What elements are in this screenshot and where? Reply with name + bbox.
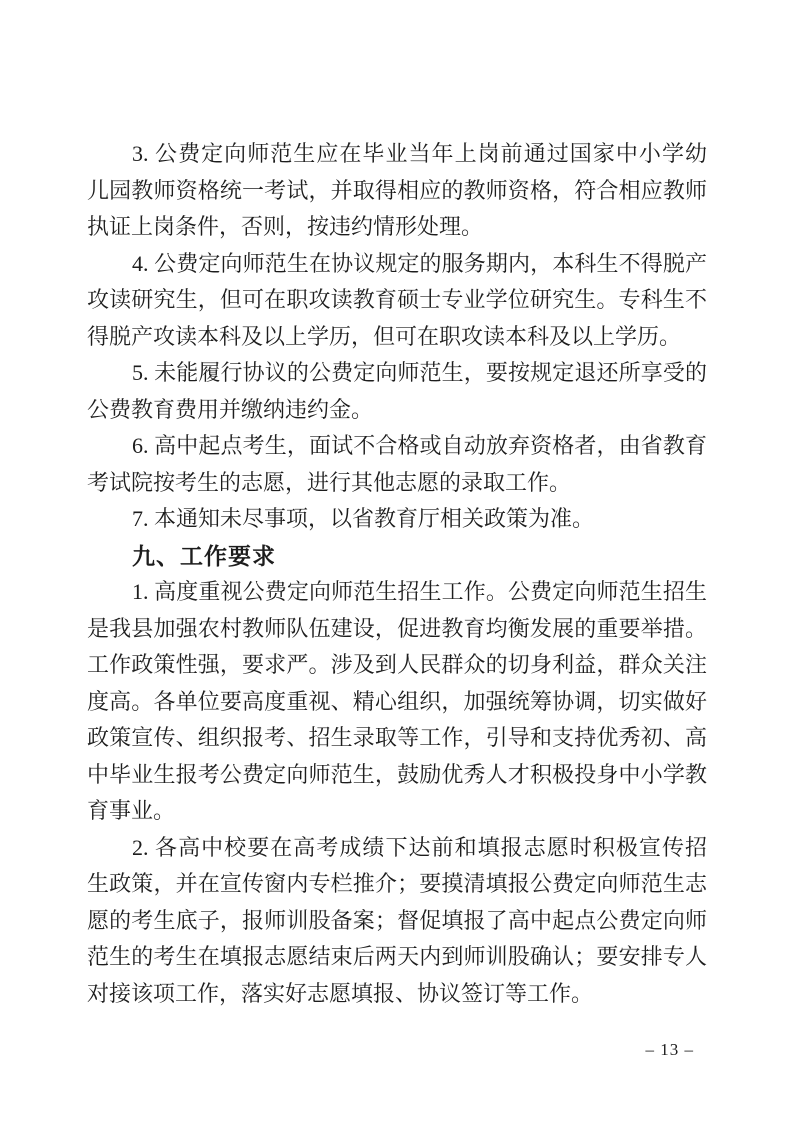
text-line: 得脱产攻读本科及以上学历，但可在职攻读本科及以上学历。 — [87, 323, 682, 349]
document-body — [87, 136, 707, 1012]
text-line: 政策宣传、组织报考、招生录取等工作，引导和支持优秀初、高 — [87, 725, 707, 750]
section-heading: 九、工作要求 — [132, 542, 276, 569]
text-line: 愿的考生底子，报师训股备案；督促填报了高中起点公费定向师 — [87, 907, 707, 933]
page-number: – 13 – — [645, 1040, 694, 1059]
text-line: 5. 未能履行协议的公费定向师范生，要按规定退还所享受的 — [132, 360, 707, 385]
text-line: 2. 各高中校要在高考成绩下达前和填报志愿时积极宣传招 — [132, 834, 707, 860]
text-line: 4. 公费定向师范生在协议规定的服务期内，本科生不得脱产 — [132, 250, 707, 276]
text-line: 儿园教师资格统一考试，并取得相应的教师资格，符合相应教师 — [87, 177, 707, 203]
text-line: 工作政策性强，要求严。涉及到人民群众的切身利益，群众关注 — [87, 652, 707, 677]
text-line: 是我县加强农村教师队伍建设，促进教育均衡发展的重要举措。 — [87, 615, 707, 641]
text-line: 度高。各单位要高度重视、精心组织，加强统筹协调，切实做好 — [87, 688, 707, 714]
text-line: 中毕业生报考公费定向师范生，鼓励优秀人才积极投身中小学教 — [87, 761, 707, 787]
text-line: 7. 本通知未尽事项，以省教育厅相关政策为准。 — [132, 506, 595, 531]
text-line: 育事业。 — [87, 798, 176, 823]
text-line: 1. 高度重视公费定向师范生招生工作。公费定向师范生招生 — [132, 579, 707, 604]
text-line: 3. 公费定向师范生应在毕业当年上岗前通过国家中小学幼 — [132, 141, 707, 166]
text-line: 6. 高中起点考生，面试不合格或自动放弃资格者，由省教育 — [132, 433, 707, 458]
text-line: 考试院按考生的志愿，进行其他志愿的录取工作。 — [87, 469, 572, 495]
text-line: 范生的考生在填报志愿结束后两天内到师训股确认；要安排专人 — [87, 944, 707, 969]
text-line: 生政策，并在宣传窗内专栏推介；要摸清填报公费定向师范生志 — [87, 871, 707, 896]
text-line: 攻读研究生，但可在职攻读教育硕士专业学位研究生。专科生不 — [87, 287, 707, 312]
text-line: 对接该项工作，落实好志愿填报、协议签订等工作。 — [87, 980, 594, 1006]
text-line: 公费教育费用并缴纳违约金。 — [87, 396, 374, 422]
text-line: 执证上岗条件，否则，按违约情形处理。 — [87, 214, 484, 239]
